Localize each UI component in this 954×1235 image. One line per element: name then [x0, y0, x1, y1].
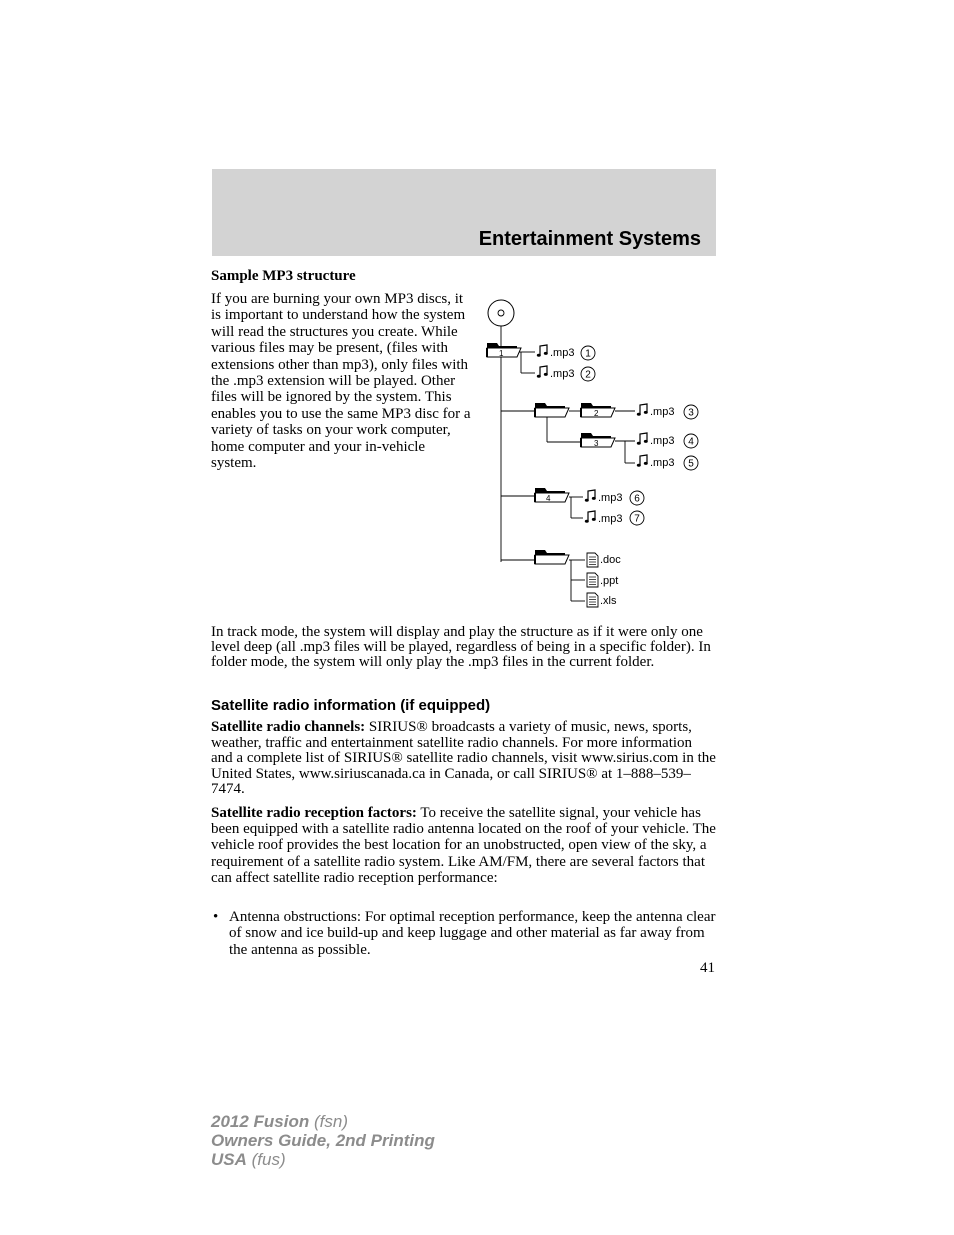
- track-number: 3: [688, 407, 694, 419]
- folder-icon: [535, 403, 569, 417]
- mp3-file-label: .mp3: [650, 457, 675, 469]
- channels-text: SIRIUS® broadcasts a variety of music, news, sports, weather, traffic and entertainment satellite radio channels. For more information and a complete list of SIRIUS® satellite radio channels, visit www.sirius.com in the United States, www.siriuscanada.ca in Canada, or call SIRIUS® at 1–888–539–7474.: [211, 719, 716, 798]
- document-icon: [587, 573, 598, 587]
- track-number: 7: [634, 513, 640, 525]
- music-note-icon: [637, 433, 648, 445]
- reception-label: Satellite radio reception factors:: [211, 805, 417, 821]
- xls-file-label: .xls: [600, 595, 617, 607]
- document-icon: [587, 593, 598, 607]
- document-icon: [587, 553, 598, 567]
- satellite-reception-paragraph: [211, 805, 717, 886]
- track-number: 4: [688, 436, 694, 448]
- header-band: [212, 169, 716, 256]
- mp3-file-label: .mp3: [550, 368, 575, 380]
- folder-icon: [487, 343, 521, 357]
- satellite-radio-heading: Satellite radio information (if equipped): [211, 697, 491, 714]
- mp3-file-label: .mp3: [550, 347, 575, 359]
- mp3-file-label: .mp3: [650, 406, 675, 418]
- folder-3-label: 3: [594, 439, 599, 448]
- footer-line-2: Owners Guide, 2nd Printing: [211, 1131, 435, 1150]
- folder-icon: [535, 488, 569, 502]
- satellite-channels-paragraph: [211, 720, 717, 798]
- music-note-icon: [585, 490, 596, 502]
- music-note-icon: [637, 455, 648, 467]
- mp3-file-label: .mp3: [650, 435, 675, 447]
- bullet-text: Antenna obstructions: For optimal reception performance, keep the antenna clear of snow and ice build-up and keep luggage and other material as far away from the antenna as possible.: [229, 909, 716, 958]
- bullet-marker: •: [213, 909, 219, 925]
- music-note-icon: [637, 404, 648, 416]
- mp3-intro-paragraph: If you are burning your own MP3 discs, it is important to understand how the system will read the structures you create. While various files may be present, (files with extensions other than mp3), only files with the .mp3 extension will be played. Other files will be ignored by the system. This enables you to use the same MP3 disc for a variety of tasks on your work computer, home computer and your in-vehicle system.: [211, 291, 471, 472]
- track-number: 2: [585, 369, 591, 381]
- mp3-file-label: .mp3: [598, 492, 623, 504]
- footer-line-1: 2012 Fusion (fsn): [211, 1112, 348, 1131]
- music-note-icon: [585, 511, 596, 523]
- antenna-obstructions-bullet: [211, 909, 717, 958]
- music-note-icon: [537, 345, 548, 357]
- mp3-structure-diagram: [480, 296, 720, 616]
- footer-line-3: USA (fus): [211, 1150, 286, 1169]
- mp3-structure-heading: Sample MP3 structure: [211, 268, 356, 284]
- folder-icon: [535, 550, 569, 564]
- footer: [211, 1112, 435, 1169]
- folder-4-label: 4: [546, 494, 551, 503]
- reception-text: To receive the satellite signal, your vehicle has been equipped with a satellite radio antenna located on the roof of your vehicle. The vehicle roof provides the best location for an unobstructed, open view of the sky, a requirement of a satellite radio system. Like AM/FM, there are several factors that can affect satellite radio reception performance:: [211, 805, 716, 886]
- section-title: Entertainment Systems: [478, 228, 701, 250]
- track-number: 5: [688, 458, 694, 470]
- track-number: 1: [585, 348, 591, 360]
- folder-1-label: 1: [499, 349, 504, 358]
- doc-file-label: .doc: [600, 554, 621, 566]
- page-number: 41: [700, 960, 715, 976]
- mp3-file-label: .mp3: [598, 513, 623, 525]
- folder-2-label: 2: [594, 409, 599, 418]
- disc-icon: [488, 300, 514, 326]
- channels-label: Satellite radio channels:: [211, 719, 366, 735]
- ppt-file-label: .ppt: [600, 575, 619, 587]
- music-note-icon: [537, 366, 548, 378]
- track-number: 6: [634, 493, 640, 505]
- track-mode-paragraph: In track mode, the system will display and play the structure as if it were only one level deep (all .mp3 files will be played, regardless of being in a specific folder). In folder mode, the system will only play the .mp3 files in the current folder.: [211, 624, 711, 671]
